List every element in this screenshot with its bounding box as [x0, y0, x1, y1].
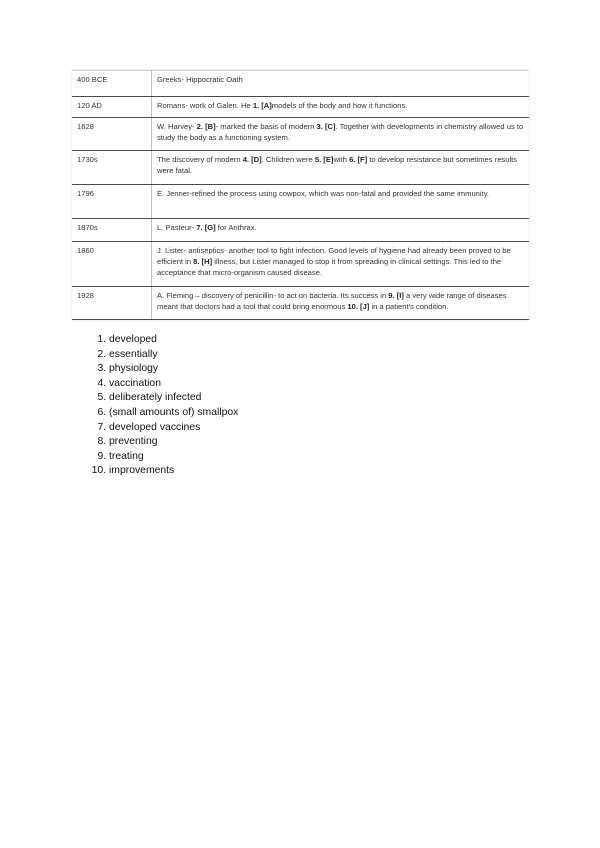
answer-item: 1. developed	[109, 333, 238, 348]
description-text: E. Jenner-refined the process using cowpox, which was non-fatal and provided the same immunity.	[157, 189, 490, 198]
timeline-row	[72, 97, 529, 118]
timeline-date: 1628	[72, 118, 152, 151]
timeline-description	[152, 185, 530, 219]
timeline-description	[152, 118, 530, 151]
description-text: - marked the basis of modern	[215, 122, 317, 131]
timeline-row	[72, 287, 529, 320]
timeline-table-wrapper	[72, 70, 529, 320]
gap-marker: 7. [G]	[196, 223, 216, 232]
description-text: in a patient's condition.	[369, 302, 449, 311]
description-text: W. Harvey-	[157, 122, 197, 131]
timeline-description	[152, 287, 530, 320]
timeline-row	[72, 219, 529, 242]
description-text: L. Pasteur-	[157, 223, 197, 232]
timeline-description	[152, 242, 530, 287]
timeline-date: 1928	[72, 287, 152, 320]
answer-item: 5. deliberately infected	[109, 391, 238, 406]
gap-marker: 6. [F]	[349, 155, 368, 164]
timeline-date: 1730s	[72, 151, 152, 185]
timeline-date: 1796	[72, 185, 152, 219]
gap-marker: 8. [H]	[193, 257, 213, 266]
description-text: to develop resistance but sometimes results were fatal.	[157, 155, 518, 175]
timeline-description	[152, 219, 530, 242]
answer-item: 3. physiology	[109, 362, 238, 377]
timeline-row	[72, 151, 529, 185]
description-text: for Anthrax.	[215, 223, 257, 232]
answer-item: 8. preventing	[109, 435, 238, 450]
gap-marker: 9. [I]	[388, 291, 404, 300]
gap-marker: 2. [B]	[196, 122, 216, 131]
gap-marker: 10. [J]	[347, 302, 370, 311]
gap-marker: 3. [C]	[316, 122, 336, 131]
description-text: with	[333, 155, 350, 164]
timeline-description	[152, 97, 530, 118]
description-text: A. Fleming – discovery of penicillin- to act on bacteria. Its success in	[157, 291, 389, 300]
timeline-date: 400 BCE	[72, 71, 152, 97]
description-text: Romans- work of Galen. He	[157, 101, 253, 110]
gap-marker: 5. [E]	[314, 155, 334, 164]
timeline-row	[72, 242, 529, 287]
answer-item: 10. improvements	[109, 464, 238, 479]
timeline-row	[72, 71, 529, 97]
description-text: a very wide range of diseases meant that doctors had a tool that could bring enormous	[157, 291, 507, 311]
answer-list	[88, 333, 238, 479]
description-text: The discovery of modern	[157, 155, 243, 164]
description-text: models of the body and how it functions.	[271, 101, 408, 110]
answer-item: 6. (small amounts of) smallpox	[109, 406, 238, 421]
timeline-row	[72, 185, 529, 219]
answer-item: 4. vaccination	[109, 377, 238, 392]
answer-item: 2. essentially	[109, 348, 238, 363]
timeline-date: 1860	[72, 242, 152, 287]
timeline-table	[72, 70, 529, 320]
timeline-description	[152, 151, 530, 185]
description-text: . Children were	[261, 155, 315, 164]
timeline-date: 120 AD	[72, 97, 152, 118]
gap-marker: 1. [A]	[252, 101, 272, 110]
description-text: J. Lister- antiseptics- another tool to fight infection. Good levels of hygiene had already been proved to be efficient in	[157, 246, 511, 266]
description-text: Greeks- Hippocratic Oath	[157, 75, 243, 84]
description-text: illness, but Lister managed to stop it from spreading in clinical settings. This led to the acceptance that micro-organism caused disease.	[157, 257, 502, 277]
timeline-row	[72, 118, 529, 151]
answer-item: 9. treating	[109, 450, 238, 465]
answer-item: 7. developed vaccines	[109, 421, 238, 436]
description-text: . Together with developments in chemistry allowed us to study the body as a functioning system.	[157, 122, 524, 142]
gap-marker: 4. [D]	[242, 155, 262, 164]
timeline-date: 1870s	[72, 219, 152, 242]
timeline-description	[152, 71, 530, 97]
